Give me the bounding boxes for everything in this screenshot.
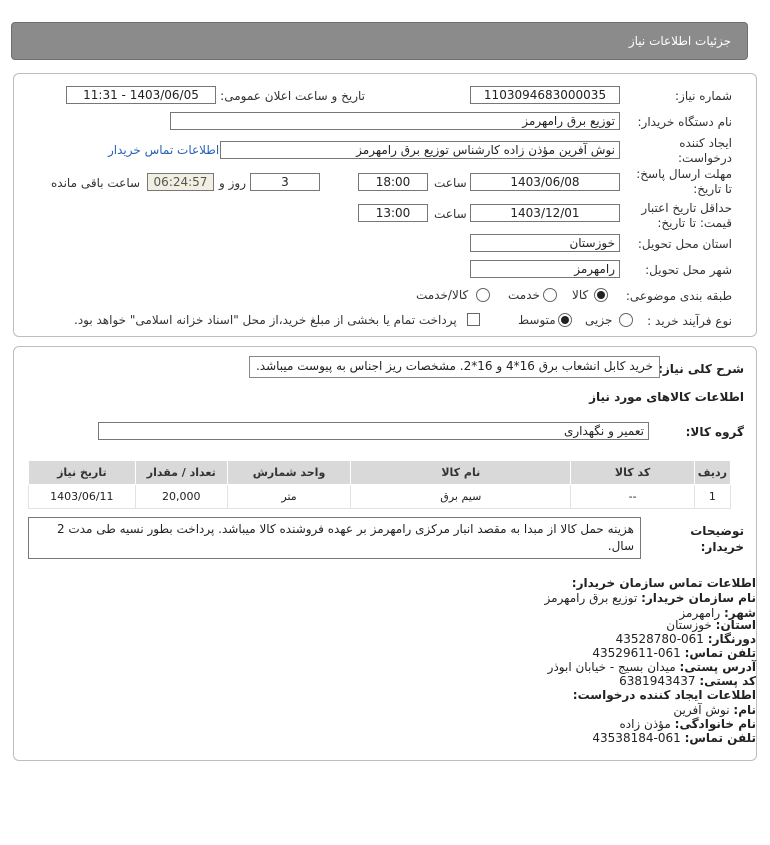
creator-phone: تلفن تماس: 061-43538184 [592,731,756,745]
province-field[interactable]: خوزستان [470,234,620,252]
buyer-contact-link[interactable]: اطلاعات تماس خریدار [108,143,220,157]
contact-address: آدرس پستی: میدان بسیج - خیابان ابوذر [547,660,756,674]
days-label: روز و [219,176,246,190]
goods-info-title: اطلاعات کالاهای مورد نیاز [589,390,744,404]
reply-deadline-label-line2: تا تاریخ: [693,182,732,196]
cell-row-no: 1 [694,485,730,509]
treasury-payment-checkbox[interactable] [467,313,480,326]
city-label: شهر محل تحویل: [645,263,732,277]
goods-group-field[interactable]: تعمیر و نگهداری [98,422,649,440]
need-number-label: شماره نیاز: [675,89,732,103]
need-number-field[interactable]: 1103094683000035 [470,86,620,104]
announce-label: تاریخ و ساعت اعلان عمومی: [220,89,365,103]
summary-field: خرید کابل انشعاب برق 16*4 و 16*2. مشخصات ریز اجناس به پیوست میباشد. [249,356,660,378]
col-need-date: تاریخ نیاز [29,461,136,485]
buyer-notes-label-line1: توضیحات [690,524,744,538]
process-radio-medium[interactable] [558,313,572,327]
creator-label-line1: ایجاد کننده [679,136,732,150]
price-validity-label-line2: قیمت: تا تاریخ: [657,216,732,230]
process-option-partial: جزیی [585,313,613,327]
announce-datetime-field[interactable]: 1403/06/05 - 11:31 [66,86,216,104]
cell-quantity: 20,000 [135,485,227,509]
process-radio-partial[interactable] [619,313,633,327]
goods-table [28,460,731,509]
buyer-org-field[interactable]: توزیع برق رامهرمز [170,112,620,130]
treasury-payment-note: پرداخت تمام یا بخشی از مبلغ خرید،از محل "اسناد خزانه اسلامی" خواهد بود. [74,313,457,327]
price-validity-label-line1: حداقل تاریخ اعتبار [641,201,732,215]
cell-goods-name: سیم برق [351,485,571,509]
contact-fax: دورنگار: 061-43528780 [615,632,756,646]
category-option-service: خدمت [508,288,540,302]
contact-province: استان: خوزستان [666,618,756,632]
creator-field[interactable]: نوش آفرین مؤذن زاده کارشناس توزیع برق رامهرمز [220,141,620,159]
category-radio-goods[interactable] [594,288,608,302]
page-title: جزئیات اطلاعات نیاز [628,34,731,48]
category-label: طبقه بندی موضوعی: [625,289,732,303]
buyer-notes-label-line2: خریدار: [700,540,744,554]
category-option-goods-service: کالا/خدمت [416,288,469,302]
reply-date-field[interactable]: 1403/06/08 [470,173,620,191]
contact-org: نام سازمان خریدار: توزیع برق رامهرمز [544,591,756,605]
price-date-field[interactable]: 1403/12/01 [470,204,620,222]
creator-info-title: اطلاعات ایجاد کننده درخواست: [572,688,756,702]
contact-title: اطلاعات تماس سازمان خریدار: [571,576,756,590]
col-row-no: ردیف [694,461,730,485]
category-option-goods: کالا [572,288,589,302]
col-quantity: تعداد / مقدار [135,461,227,485]
contact-city: شهر: رامهرمز [679,606,756,620]
contact-postal-code: کد پستی: 6381943437 [619,674,756,688]
goods-group-label: گروه کالا: [685,425,744,439]
creator-name: نام: نوش آفرین [673,703,756,717]
col-unit: واحد شمارش [227,461,351,485]
reply-deadline-label-line1: مهلت ارسال پاسخ: [636,167,732,181]
category-radio-service[interactable] [543,288,557,302]
reply-time-label: ساعت [434,176,467,190]
process-option-medium: متوسط [518,313,556,327]
col-goods-name: نام کالا [351,461,571,485]
cell-goods-code: -- [571,485,695,509]
table-row[interactable] [29,485,731,509]
col-goods-code: کد کالا [571,461,695,485]
buyer-org-label: نام دستگاه خریدار: [637,115,732,129]
creator-label-line2: درخواست: [678,151,732,165]
process-label: نوع فرآیند خرید : [647,314,732,328]
price-time-field[interactable]: 13:00 [358,204,428,222]
city-field[interactable]: رامهرمز [470,260,620,278]
contact-phone: تلفن تماس: 061-43529611 [592,646,756,660]
remaining-time-field: 06:24:57 [147,173,214,191]
category-radio-goods-service[interactable] [476,288,490,302]
cell-unit: متر [227,485,351,509]
days-field[interactable]: 3 [250,173,320,191]
summary-label: شرح کلی نیاز: [658,362,744,376]
creator-family: نام خانوادگی: مؤذن زاده [619,717,756,731]
price-time-label: ساعت [434,207,467,221]
reply-time-field[interactable]: 18:00 [358,173,428,191]
goods-table-header [29,461,731,485]
buyer-notes-field: هزینه حمل کالا از مبدا به مقصد انبار مرکزی رامهرمز بر عهده فروشنده کالا میباشد. پرداخت بطور نسیه طی مدت 2 سال. [28,517,641,559]
remaining-label: ساعت باقی مانده [51,176,141,190]
cell-need-date: 1403/06/11 [29,485,136,509]
province-label: استان محل تحویل: [637,237,732,251]
page-header [11,22,748,60]
